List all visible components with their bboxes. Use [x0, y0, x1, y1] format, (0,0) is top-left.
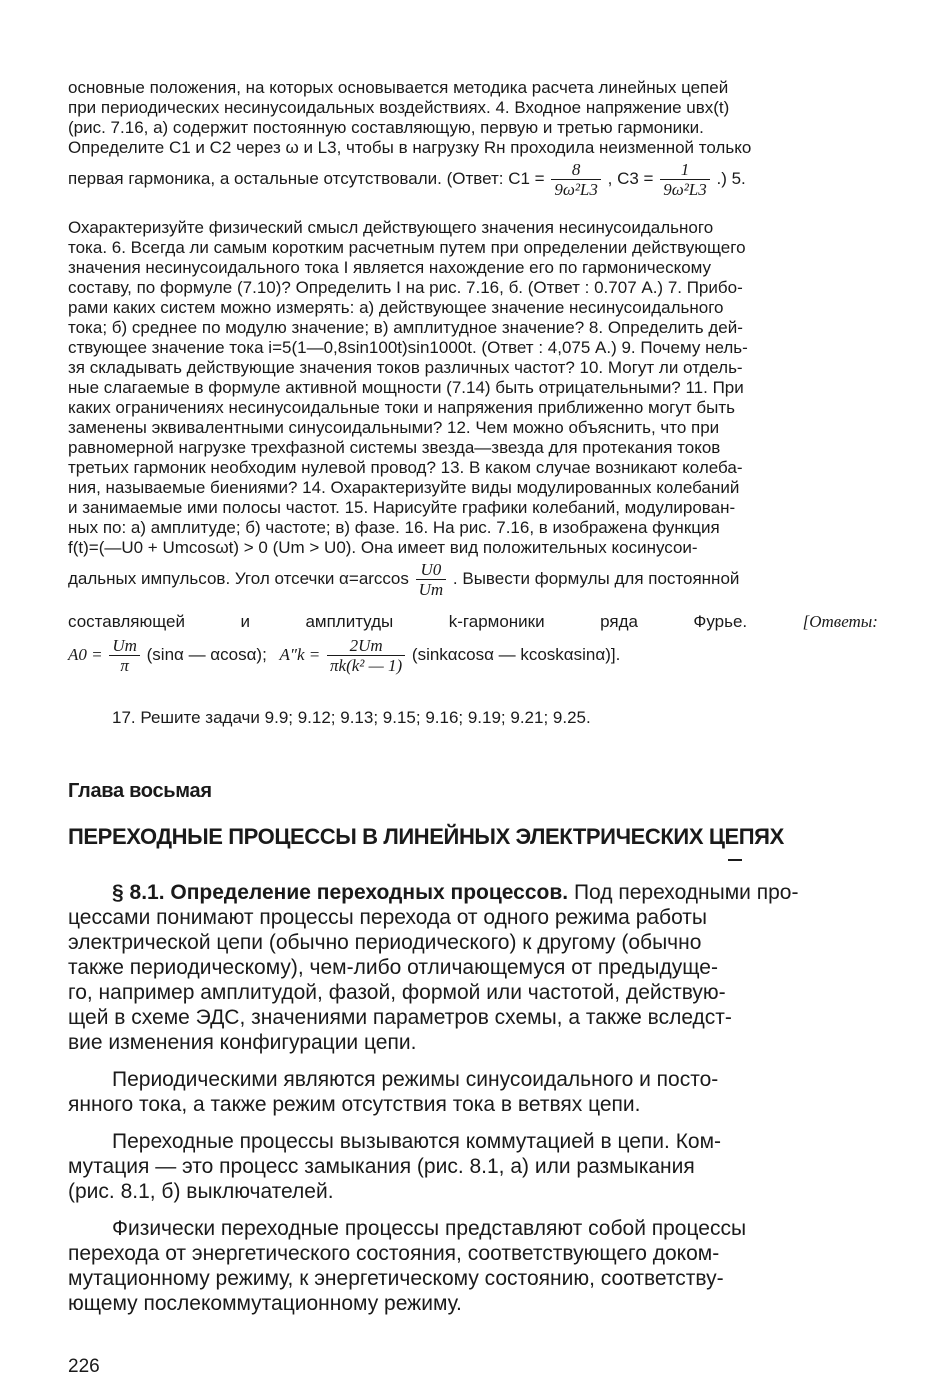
fraction-denominator: Um: [416, 579, 447, 599]
a0-suffix: (sinα — αcosα);: [146, 644, 267, 664]
harmonic-word: и: [240, 612, 250, 631]
fraction-u0-um: [416, 560, 447, 599]
fraction-ak: [327, 636, 405, 675]
question-line: значения несинусоидального тока I является нахождение его по гармоническому: [68, 258, 712, 277]
tasks-line: 17. Решите задачи 9.9; 9.12; 9.13; 9.15; 9.16; 9.19; 9.21; 9.25.: [112, 708, 591, 727]
question-line: зя складывать действующие значения токов различных частот? 10. Могут ли отдель-: [68, 358, 743, 377]
chapter-title: ПЕРЕХОДНЫЕ ПРОЦЕССЫ В ЛИНЕЙНЫХ ЭЛЕКТРИЧЕСКИХ ЦЕПЯХ: [68, 824, 784, 849]
fraction-denominator: πk(k² — 1): [327, 655, 405, 675]
questions-block-middle: [68, 218, 878, 558]
decorative-dash: [728, 859, 742, 861]
harmonic-word: k-гармоники: [448, 612, 545, 631]
paragraph-line: Физически переходные процессы представляют собой процессы: [112, 1217, 747, 1240]
paragraph-line: щей в схеме ЭДС, значениями параметров схемы, а также вследст-: [68, 1006, 732, 1029]
angle-suffix: . Вывести формулы для постоянной: [452, 568, 740, 588]
question-line: ствующее значение тока i=5(1—0,8sin100t)sin1000t. (Ответ : 4,075 А.) 9. Почему нель-: [68, 338, 748, 357]
question-line: заменены эквивалентными синусоидальными? 12. Чем можно объяснить, что при: [68, 418, 720, 437]
harmonic-word: амплитуды: [305, 612, 394, 631]
question-line: Определите C1 и C2 через ω и L3, чтобы в нагрузку Rн проходила неизменной только: [68, 138, 752, 157]
a0-prefix: A0 =: [68, 644, 103, 664]
question-line: (рис. 7.16, а) содержит постоянную составляющую, первую и третью гармоники.: [68, 118, 704, 137]
chapter-label: Глава восьмая: [68, 780, 212, 802]
harmonic-line: [68, 612, 878, 632]
fraction-c3: [660, 160, 710, 199]
fraction-numerator: 2Um: [349, 636, 383, 655]
fraction-denominator: 9ω²L3: [551, 179, 601, 199]
fraction-denominator: 9ω²L3: [660, 179, 710, 199]
harmonic-word: составляющей: [68, 612, 185, 631]
question-line: основные положения, на которых основывается методика расчета линейных цепей: [68, 78, 729, 97]
question-line: при периодических несинусоидальных воздействиях. 4. Входное напряжение uвх(t): [68, 98, 730, 117]
paragraph-line: мутационному режиму, к энергетическому состоянию, соответству-: [68, 1267, 724, 1290]
fraction-denominator: π: [109, 655, 140, 675]
page-number: 226: [68, 1356, 100, 1377]
ak-prefix: A″k =: [279, 644, 321, 664]
question-line: рами каких систем можно измерять: а) действующее значение несинусоидального: [68, 298, 724, 317]
question-line: Охарактеризуйте физический смысл действующего значения несинусоидального: [68, 218, 714, 237]
paragraph-line: перехода от энергетического состояния, соответствующего доком-: [68, 1242, 720, 1265]
paragraph-line: электрической цепи (обычно периодического) к другому (обычно: [68, 931, 702, 954]
answer-mid: , C3 =: [607, 168, 654, 188]
ak-suffix: (sinkαcosα — kcoskαsinα)].: [411, 644, 621, 664]
paragraph-line: Периодическими являются режимы синусоидального и посто-: [112, 1068, 719, 1091]
question-line: каких ограничениях несинусоидальные токи и напряжения приближенно могут быть: [68, 398, 735, 417]
fraction-a0: [109, 636, 140, 675]
paragraph-line: янного тока, а также режим отсутствия тока в ветвях цепи.: [68, 1093, 641, 1116]
question-line: f(t)=(—U0 + Umcosωt) > 0 (Um > U0). Она имеет вид положительных косинусои-: [68, 538, 698, 557]
question-line: ных по: а) амплитуде; б) частоте; в) фазе. 16. На рис. 7.16, в изображена функция: [68, 518, 720, 537]
paragraph-line: мутация — это процесс замыкания (рис. 8.1, а) или размыкания: [68, 1155, 695, 1178]
question-line: ные слагаемые в формуле активной мощности (7.14) быть отрицательными? 11. При: [68, 378, 744, 397]
question-line: составу, по формуле (7.10)? Определить I на рис. 7.16, б. (Ответ : 0.707 А.) 7. Прибо-: [68, 278, 743, 297]
paragraph-line: также периодическому), чем-либо отличающемуся от предыдуще-: [68, 956, 718, 979]
answer-prefix: первая гармоника, а остальные отсутствовали. (Ответ: C1 =: [68, 168, 545, 188]
paragraph-line: вие изменения конфигурации цепи.: [68, 1031, 417, 1054]
fraction-c1: [551, 160, 601, 199]
paragraph-line: го, например амплитудой, фазой, формой или частотой, действую-: [68, 981, 726, 1004]
question-line: равномерной нагрузке трехфазной системы звезда—звезда для протекания токов: [68, 438, 721, 457]
paragraph-line: Переходные процессы вызываются коммутацией в цепи. Ком-: [112, 1130, 722, 1153]
fourier-formula-line: [68, 636, 878, 675]
question-line: третьих гармоник необходим нулевой провод? 13. В каком случае возникают колеба-: [68, 458, 743, 477]
harmonic-word: ряда: [600, 612, 638, 631]
harmonic-word: [Ответы:: [802, 612, 878, 631]
angle-prefix: дальных импульсов. Угол отсечки α=arccos: [68, 568, 409, 588]
paragraph-line: цессами понимают процессы перехода от одного режима работы: [68, 906, 708, 929]
answer-formula-line: [68, 160, 878, 199]
paragraph-line: ющему послекоммутационному режиму.: [68, 1292, 462, 1315]
question-line: тока. 6. Всегда ли самым коротким расчетным путем при определении действующего: [68, 238, 746, 257]
answer-suffix: .) 5.: [716, 168, 746, 188]
fraction-numerator: 8: [571, 160, 581, 179]
fraction-numerator: 1: [680, 160, 690, 179]
question-line: тока; б) среднее по модулю значение; в) амплитудное значение? 8. Определить дей-: [68, 318, 743, 337]
question-line: и занимаемые ими полосы частот. 15. Нарисуйте графики колебаний, модулирован-: [68, 498, 736, 517]
fraction-numerator: U0: [420, 560, 442, 579]
cutoff-angle-line: [68, 560, 878, 599]
harmonic-word: Фурье.: [693, 612, 748, 631]
section-body: [68, 880, 878, 1316]
questions-block-top: [68, 78, 878, 158]
section-heading-continuation: Под переходными про-: [573, 881, 799, 904]
section-heading: § 8.1. Определение переходных процессов.: [112, 881, 569, 904]
section-first-line: [68, 880, 878, 905]
paragraph-line: (рис. 8.1, б) выключателей.: [68, 1180, 334, 1203]
question-line: ния, называемые биениями? 14. Охарактеризуйте виды модулированных колебаний: [68, 478, 740, 497]
fraction-numerator: Um: [112, 636, 137, 655]
